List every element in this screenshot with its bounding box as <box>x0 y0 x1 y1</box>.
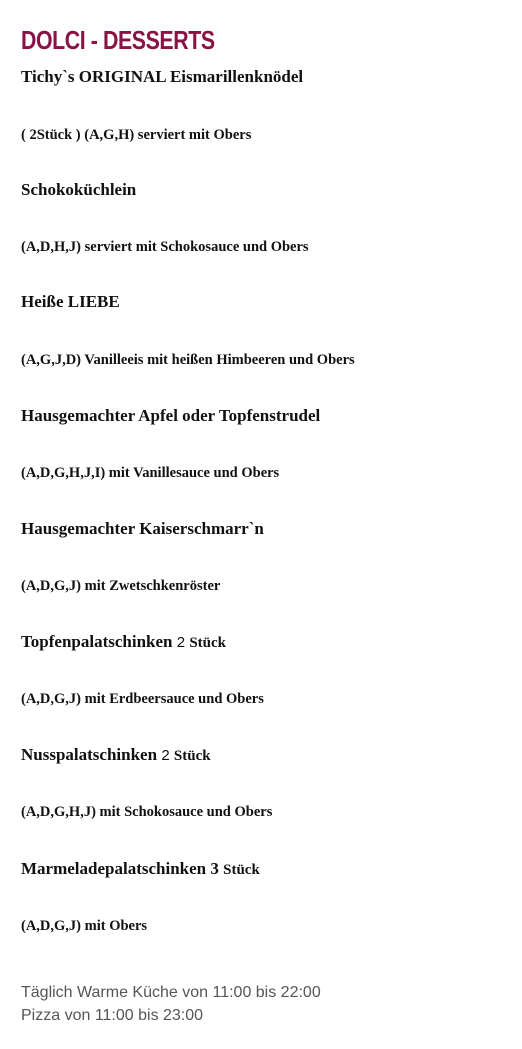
menu-item-title: Tichy`s ORIGINAL Eismarillenknödel <box>21 67 304 86</box>
menu-item-name: Marmeladepalatschinken 3 <box>21 859 219 878</box>
menu-item-title <box>21 858 260 881</box>
pizza-hours: Pizza von 11:00 bis 23:00 <box>21 1007 204 1024</box>
menu-item-title <box>21 631 226 654</box>
kitchen-hours: Täglich Warme Küche von 11:00 bis 22:00 <box>21 984 321 1001</box>
menu-item-name: Nusspalatschinken <box>21 745 158 764</box>
menu-item-title: Hausgemachter Apfel oder Topfenstrudel <box>21 406 321 425</box>
menu-item-quantity-unit: Stück <box>189 635 227 651</box>
menu-item-description: ( 2Stück ) (A,G,H) serviert mit Obers <box>21 127 252 143</box>
menu-item-title: Hausgemachter Kaiserschmarr`n <box>21 519 264 538</box>
menu-item-name: Topfenpalatschinken <box>21 632 173 651</box>
menu-item-description: (A,D,H,J) serviert mit Schokosauce und Obers <box>21 239 309 255</box>
menu-item-description: (A,D,G,J) mit Zwetschkenröster <box>21 578 221 594</box>
menu-item-quantity: 2 <box>161 747 170 764</box>
menu-item-title <box>21 744 211 767</box>
menu-item-description: (A,G,J,D) Vanilleeis mit heißen Himbeeren und Obers <box>21 352 355 368</box>
menu-item-quantity-unit: Stück <box>223 862 260 878</box>
menu-item-description: (A,D,G,J) mit Obers <box>21 918 148 934</box>
menu-item-quantity-unit: Stück <box>173 748 211 764</box>
menu-item-quantity: 2 <box>176 634 186 651</box>
menu-item-title: Schokoküchlein <box>21 180 137 199</box>
menu-item-title: Heiße LIEBE <box>21 292 120 311</box>
menu-item-description: (A,D,G,H,J,I) mit Vanillesauce und Obers <box>21 465 280 481</box>
menu-item-description: (A,D,G,J) mit Erdbeersauce und Obers <box>21 691 264 707</box>
menu-item-description: (A,D,G,H,J) mit Schokosauce und Obers <box>21 804 273 820</box>
section-heading: DOLCI - DESSERTS <box>21 25 215 55</box>
